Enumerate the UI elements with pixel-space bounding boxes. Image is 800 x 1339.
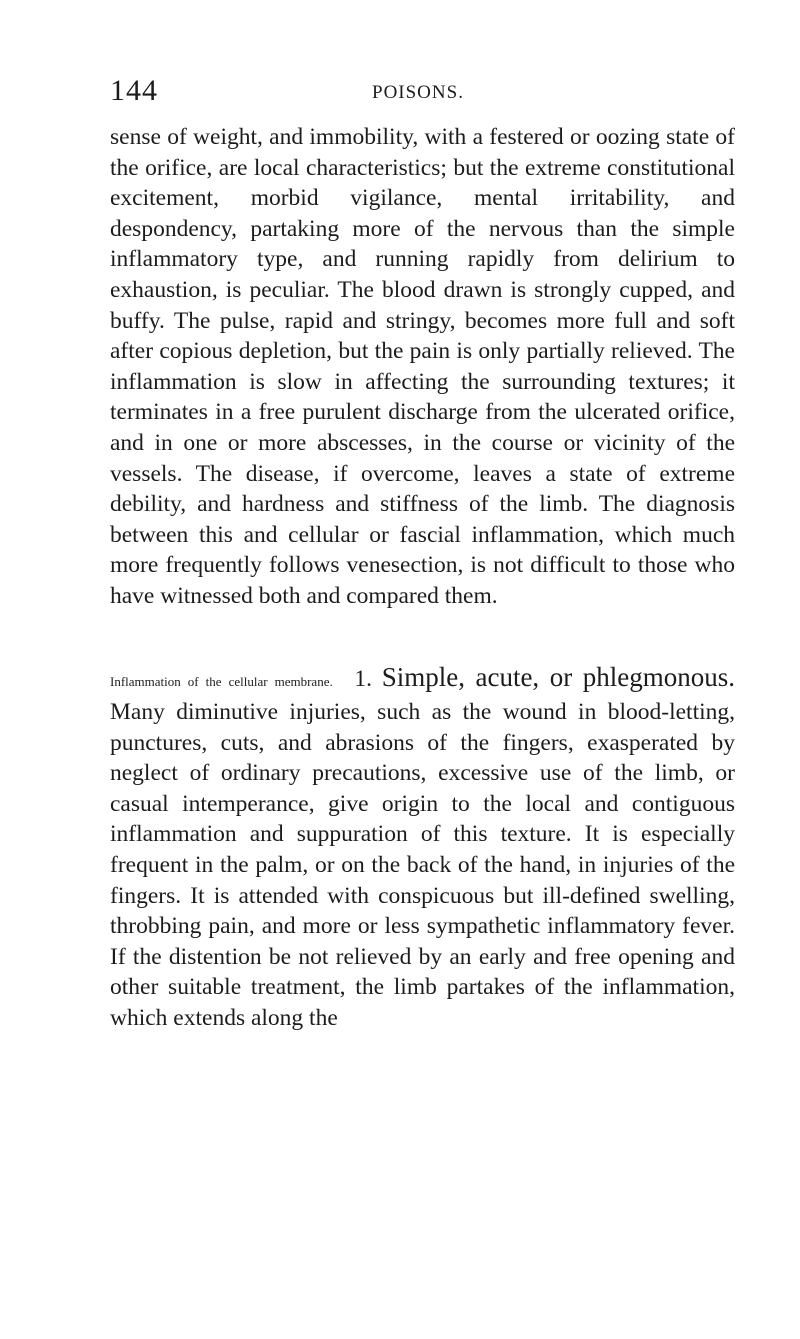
body-text [110,122,735,1034]
section-number: 1. [354,665,373,692]
paragraph-2-text: Many diminutive injuries, such as the wound in blood-letting, punctures, cuts, and abrasions of the fingers, exasperated by neglect of ordinary precautions, excessive use of the limb, or casual intemperance, give origin to the local and contiguous inflammation and suppuration of this texture. It is especially frequent in the palm, or on the back of the hand, in injuries of the fingers. It is attended with conspicuous but ill-defined swelling, throbbing pain, and more or less sympathetic inflammatory fever. If the distention be not relieved by an early and free opening and other suitable treatment, the limb partakes of the inflammation, which extends along the [110,699,735,1032]
running-head: POISONS. [372,82,464,103]
page-number: 144 [110,74,158,107]
side-heading: Inflammation of the cellular membrane. [110,673,333,689]
page-header [110,74,730,114]
paragraph-2 [110,662,735,1034]
paragraph-1: sense of weight, and immobility, with a festered or oozing state of the orifice, are local characteristics; but the extreme constitutional excitement, morbid vigilance, mental irritability, and despondency, partaking more of the nervous than the simple inflammatory type, and running rapidly from delirium to exhaustion, is peculiar. The blood drawn is strongly cupped, and buffy. The pulse, rapid and stringy, becomes more full and soft after copious depletion, but the pain is only partially relieved. The inflammation is slow in affecting the surrounding textures; it terminates in a free purulent discharge from the ulcerated orifice, and in one or more abscesses, in the course or vicinity of the vessels. The disease, if overcome, leaves a state of extreme debility, and hardness and stiffness of the limb. The diagnosis between this and cellular or fascial inflammation, which much more frequently follows venesection, is not difficult to those who have witnessed both and compared them. [110,124,735,609]
section-title: Simple, acute, or phlegmonous. [381,661,736,692]
